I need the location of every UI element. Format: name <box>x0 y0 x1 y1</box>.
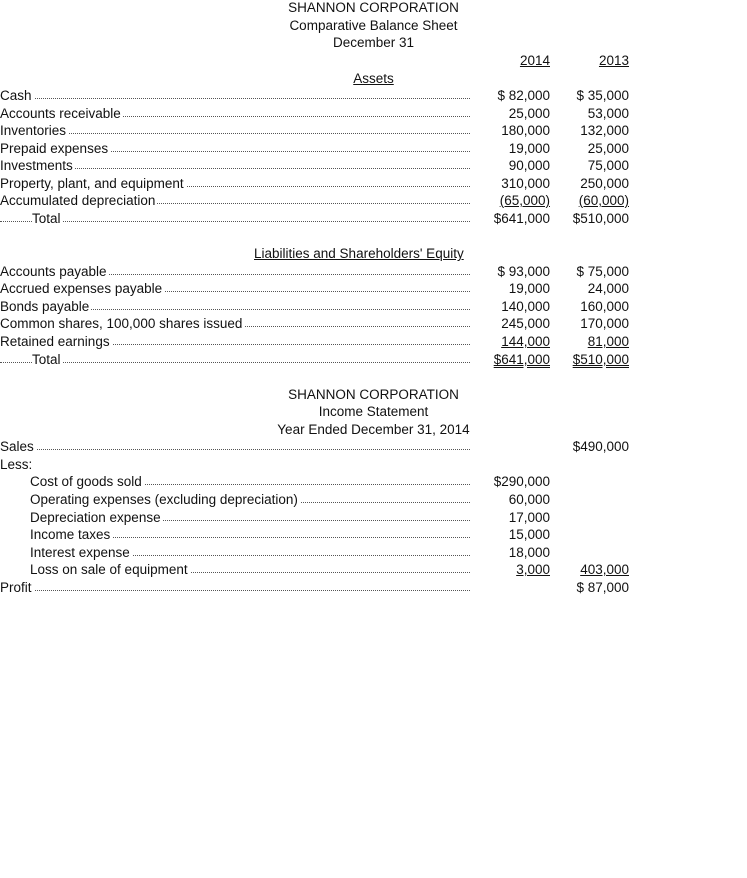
less-label: Less: <box>0 457 33 472</box>
table-row <box>0 281 747 299</box>
table-row <box>0 158 747 176</box>
row-label: Cost of goods sold <box>30 474 142 489</box>
expense-amount: 3,000 <box>516 562 550 577</box>
amount-2013: 75,000 <box>587 158 629 173</box>
amount-2013: $510,000 <box>572 352 629 367</box>
balance-sheet-title: Comparative Balance Sheet <box>289 18 458 33</box>
table-row <box>0 176 747 194</box>
amount-2014: $ 93,000 <box>497 264 550 279</box>
assets-heading: Assets <box>353 71 394 86</box>
row-label: Accounts payable <box>0 264 107 279</box>
balance-sheet-company: SHANNON CORPORATION <box>288 0 459 15</box>
row-label: Accumulated depreciation <box>0 193 156 208</box>
row-label: Cash <box>0 88 32 103</box>
table-row <box>0 264 747 282</box>
amount-2013: 24,000 <box>587 281 629 296</box>
amount-2014: $ 82,000 <box>497 88 550 103</box>
amount-2013: $510,000 <box>572 211 629 226</box>
table-row <box>0 316 747 334</box>
expense-amount: 18,000 <box>508 545 550 560</box>
sales-row <box>0 439 747 457</box>
table-row <box>0 299 747 317</box>
profit-amount: $ 87,000 <box>576 580 629 595</box>
amount-2013: 132,000 <box>580 123 629 138</box>
liabilities-heading: Liabilities and Shareholders' Equity <box>254 246 464 261</box>
column-header-2013: 2013 <box>598 53 629 68</box>
less-row <box>0 457 747 475</box>
amount-2014: 140,000 <box>501 299 550 314</box>
table-row <box>0 545 747 563</box>
amount-2014: 310,000 <box>501 176 550 191</box>
row-label: Operating expenses (excluding depreciation) <box>30 492 298 507</box>
row-label: Income taxes <box>30 527 111 542</box>
row-label: Total <box>32 211 61 226</box>
amount-2013: 160,000 <box>580 299 629 314</box>
row-label: Loss on sale of equipment <box>30 562 188 577</box>
row-label: Depreciation expense <box>30 510 161 525</box>
table-row <box>0 510 747 528</box>
amount-2014: 25,000 <box>508 106 550 121</box>
table-row <box>0 527 747 545</box>
amount-2014: 19,000 <box>508 141 550 156</box>
row-label: Sales <box>0 439 34 454</box>
table-row <box>0 193 747 211</box>
amount-2014: (65,000) <box>499 193 550 208</box>
amount-2013: 250,000 <box>580 176 629 191</box>
amount-2013: 53,000 <box>587 106 629 121</box>
balance-sheet-date: December 31 <box>332 35 415 50</box>
sales-amount: $490,000 <box>572 439 629 454</box>
expense-amount: 60,000 <box>508 492 550 507</box>
row-label: Property, plant, and equipment <box>0 176 184 191</box>
row-label: Retained earnings <box>0 334 110 349</box>
amount-2013: (60,000) <box>578 193 629 208</box>
income-statement-title: Income Statement <box>318 404 429 419</box>
row-label: Investments <box>0 158 73 173</box>
table-row <box>0 141 747 159</box>
table-row <box>0 474 747 492</box>
amount-2013: $ 75,000 <box>576 264 629 279</box>
amount-2014: $641,000 <box>493 211 550 226</box>
amount-2014: 180,000 <box>501 123 550 138</box>
row-label: Interest expense <box>30 545 130 560</box>
amount-2013: 170,000 <box>580 316 629 331</box>
amount-2013: $ 35,000 <box>576 88 629 103</box>
table-row <box>0 492 747 510</box>
table-row <box>0 334 747 352</box>
row-label: Total <box>32 352 61 367</box>
income-statement-company: SHANNON CORPORATION <box>288 387 459 402</box>
income-statement-period: Year Ended December 31, 2014 <box>277 422 470 437</box>
row-label: Inventories <box>0 123 67 138</box>
amount-2014: 90,000 <box>508 158 550 173</box>
row-label: Accounts receivable <box>0 106 121 121</box>
assets-total-row <box>0 211 747 229</box>
expense-amount: 17,000 <box>508 510 550 525</box>
profit-row <box>0 580 747 598</box>
total-expenses-amount: 403,000 <box>580 562 629 577</box>
liabilities-total-row <box>0 352 747 370</box>
column-header-2014: 2014 <box>519 53 550 68</box>
amount-2014: 245,000 <box>501 316 550 331</box>
amount-2014: 144,000 <box>501 334 550 349</box>
row-label: Accrued expenses payable <box>0 281 163 296</box>
amount-2013: 25,000 <box>587 141 629 156</box>
row-label: Prepaid expenses <box>0 141 109 156</box>
expense-amount: $290,000 <box>493 474 550 489</box>
row-label: Bonds payable <box>0 299 90 314</box>
expense-amount: 15,000 <box>508 527 550 542</box>
table-row <box>0 562 747 580</box>
row-label: Profit <box>0 580 32 595</box>
amount-2013: 81,000 <box>587 334 629 349</box>
amount-2014: 19,000 <box>508 281 550 296</box>
amount-2014: $641,000 <box>493 352 550 367</box>
table-row <box>0 88 747 106</box>
row-label: Common shares, 100,000 shares issued <box>0 316 243 331</box>
table-row <box>0 123 747 141</box>
table-row <box>0 106 747 124</box>
